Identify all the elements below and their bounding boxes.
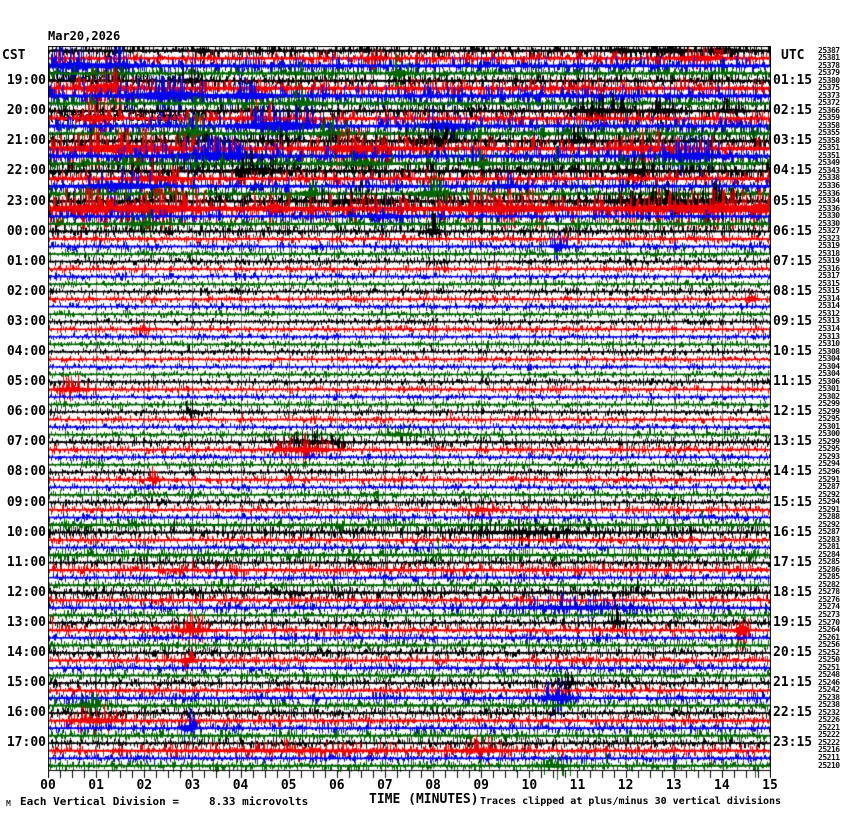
row-value: 25319 [818,241,840,251]
row-value: 25387 [818,45,840,55]
row-value: 25299 [818,399,840,409]
row-value: 25281 [818,542,840,552]
row-value: 25294 [818,497,840,507]
row-value: 25358 [818,135,840,145]
utc-hour-label: 23:15 [773,735,813,751]
x-axis-title: TIME (MINUTES) [369,792,479,807]
row-value: 25378 [818,60,840,70]
utc-hour-label: 19:15 [773,615,813,630]
x-tick-label: 09 [473,778,490,793]
row-value: 25295 [818,414,840,424]
x-tick-label: 08 [425,778,441,793]
row-value: 25293 [818,451,840,461]
x-tick-label: 07 [377,778,393,793]
cst-hour-label: 10:00 [6,524,46,540]
row-value: 25299 [818,436,840,446]
row-value: 25334 [818,196,840,206]
row-value: 25282 [818,579,840,589]
utc-corner-label: UTC [781,48,805,63]
row-value: 25338 [818,173,840,183]
utc-hour-label: 06:15 [773,223,813,239]
row-value: 25273 [818,609,840,619]
row-value: 25349 [818,158,840,168]
utc-hour-label: 05:15 [773,193,813,209]
row-value: 25355 [818,128,840,138]
x-tick-label: 10 [521,778,538,793]
row-value: 25264 [818,625,840,635]
row-value: 25301 [818,384,840,394]
utc-hour-label: 04:15 [773,163,813,179]
helicorder-canvas [48,46,771,782]
row-value: 25336 [818,180,840,190]
scale-note-label: Each Vertical Division = [20,795,179,808]
row-value: 25294 [818,459,840,469]
cst-hour-label: 21:00 [6,133,46,149]
utc-hour-label: 12:15 [773,404,813,420]
row-value: 25317 [818,271,840,281]
cst-hour-label: 14:00 [6,645,46,661]
x-tick-label: 12 [617,778,634,793]
row-value: 25323 [818,233,840,243]
row-value: 25372 [818,98,840,108]
cst-hour-label: 15:00 [6,675,46,691]
cst-hour-label: 00:00 [6,223,46,239]
utc-hour-label: 20:15 [773,645,813,661]
cst-hour-label: 06:00 [6,404,46,420]
row-value: 25380 [818,75,840,85]
row-value: 25296 [818,466,840,476]
cst-corner-label: CST [2,48,26,63]
row-value: 25284 [818,549,840,559]
row-value: 25351 [818,150,840,160]
row-value: 25288 [818,512,840,522]
row-value: 25283 [818,534,840,544]
row-value: 25304 [818,369,840,379]
title-date: Mar20,2026 [48,29,121,43]
utc-hour-label: 07:15 [773,253,813,269]
row-value: 25314 [818,301,840,311]
row-value: 25330 [818,218,840,228]
row-value: 25285 [818,557,840,567]
utc-hour-label: 17:15 [773,554,813,570]
x-tick-label: 11 [569,778,586,793]
cst-hour-label: 23:00 [6,193,46,209]
row-value: 25270 [818,617,840,627]
row-value: 25276 [818,594,840,604]
x-tick-label: 06 [328,778,345,793]
row-value: 25366 [818,105,840,115]
utc-hour-label: 15:15 [773,494,813,510]
row-value: 25291 [818,474,840,484]
row-value: 25216 [818,745,840,755]
x-tick-label: 05 [280,778,297,793]
cst-hour-label: 08:00 [6,464,46,480]
row-value: 25256 [818,640,840,650]
row-value: 25295 [818,444,840,454]
row-value: 25299 [818,406,840,416]
row-value: 25308 [818,346,840,356]
row-value: 25238 [818,700,840,710]
utc-hour-label: 22:15 [773,705,813,721]
row-value: 25358 [818,120,840,130]
row-value: 25252 [818,647,840,657]
row-value: 25304 [818,361,840,371]
row-value: 25304 [818,354,840,364]
cst-hour-label: 17:00 [6,735,46,751]
row-value: 25312 [818,308,840,318]
row-value: 25251 [818,662,840,672]
utc-hour-label: 21:15 [773,675,813,691]
row-value: 25319 [818,256,840,266]
x-tick-label: 15 [762,778,778,793]
cst-hour-label: 20:00 [6,103,46,119]
x-tick-label: 03 [184,778,201,793]
utc-hour-label: 14:15 [773,464,813,480]
row-value: 25310 [818,339,840,349]
row-value: 25330 [818,211,840,221]
cst-hour-label: 12:00 [6,584,46,600]
row-value: 25318 [818,248,840,258]
utc-hour-label: 09:15 [773,313,813,329]
row-value: 25306 [818,376,840,386]
row-value: 25314 [818,293,840,303]
row-value: 25301 [818,421,840,431]
cst-hour-label: 05:00 [6,374,46,390]
row-value: 25238 [818,692,840,702]
row-value: 25246 [818,677,840,687]
cst-hour-label: 07:00 [6,434,46,450]
row-value: 25336 [818,188,840,198]
row-value: 25359 [818,113,840,123]
row-value: 25302 [818,391,840,401]
row-value: 25285 [818,572,840,582]
row-value: 25351 [818,143,840,153]
row-value: 25291 [818,504,840,514]
row-value: 25292 [818,489,840,499]
row-value: 25278 [818,587,840,597]
row-value: 25292 [818,519,840,529]
row-value: 25242 [818,685,840,695]
cst-hour-label: 01:00 [6,253,46,269]
row-value: 25232 [818,707,840,717]
scale-note-value: 8.33 microvolts [208,795,309,808]
row-value: 25211 [818,752,840,762]
row-value: 25316 [818,263,840,273]
row-value: 25373 [818,90,840,100]
utc-hour-label: 01:15 [773,73,813,89]
row-value: 25375 [818,83,840,93]
row-value: 25248 [818,670,840,680]
row-value: 25327 [818,226,840,236]
utc-hour-label: 13:15 [773,434,813,450]
row-value: 25315 [818,278,840,288]
utc-hour-label: 02:15 [773,103,813,119]
x-tick-label: 04 [232,778,249,793]
row-value: 25287 [818,482,840,492]
row-value: 25222 [818,730,840,740]
row-value: 25250 [818,655,840,665]
cst-hour-label: 11:00 [6,554,46,570]
row-value: 25336 [818,203,840,213]
row-value: 25381 [818,53,840,63]
cst-hour-label: 09:00 [6,494,46,510]
x-tick-label: 02 [136,778,153,793]
cst-hour-label: 02:00 [6,283,46,299]
utc-hour-label: 08:15 [773,283,813,299]
row-value: 25286 [818,564,840,574]
cst-hour-label: 16:00 [6,705,46,721]
cst-hour-label: 03:00 [6,313,46,329]
x-tick-label: 13 [665,778,682,793]
utc-hour-label: 18:15 [773,584,813,600]
row-value: 25313 [818,331,840,341]
row-value: 25221 [818,722,840,732]
row-value: 25210 [818,760,840,770]
scale-note [20,795,308,808]
x-tick-label: 01 [88,778,104,793]
row-value: 25222 [818,737,840,747]
row-value: 25287 [818,527,840,537]
row-value: 25261 [818,632,840,642]
utc-hour-label: 10:15 [773,344,813,360]
clip-note: Traces clipped at plus/minus 30 vertical divisions [480,796,782,807]
row-value: 25379 [818,68,840,78]
x-tick-label: 00 [40,778,56,793]
x-tick-label: 14 [714,778,730,793]
utc-hour-label: 16:15 [773,524,813,540]
row-value: 25313 [818,316,840,326]
utc-hour-label: 03:15 [773,133,813,149]
cst-hour-label: 13:00 [6,615,46,630]
cst-hour-label: 04:00 [6,344,46,360]
row-value: 25315 [818,286,840,296]
utc-hour-label: 11:15 [773,374,813,390]
cst-hour-label: 19:00 [6,73,46,89]
cst-hour-label: 22:00 [6,163,46,179]
row-value: 25343 [818,165,840,175]
corner-mark: M [6,799,11,808]
row-value: 25300 [818,429,840,439]
row-value: 25274 [818,602,840,612]
row-value: 25314 [818,323,840,333]
row-value: 25226 [818,715,840,725]
